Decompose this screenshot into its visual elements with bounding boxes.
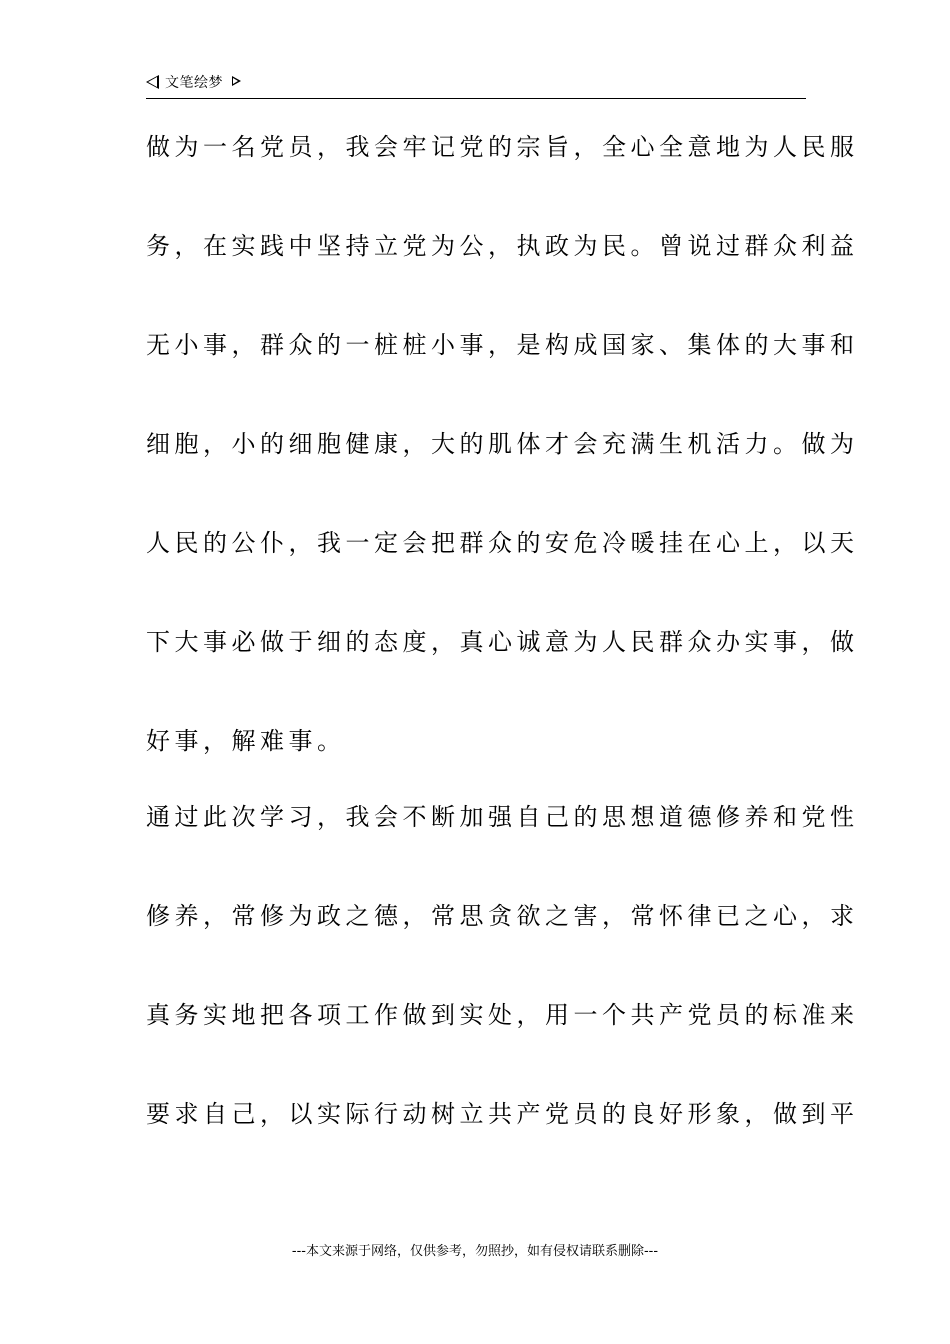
triangle-right-icon xyxy=(232,76,241,86)
body-line-2: 务，在实践中坚持立党为公，执政为民。曾说过群众利益 xyxy=(146,232,859,260)
body-line-1: 做为一名党员，我会牢记党的宗旨，全心全意地为人民服 xyxy=(146,133,859,161)
body-line-7: 好事，解难事。 xyxy=(146,727,346,755)
triangle-left-icon xyxy=(146,75,159,89)
header-title: 文笔绘梦 xyxy=(165,75,223,91)
body-line-11: 要求自己，以实际行动树立共产党员的良好形象，做到平 xyxy=(146,1100,859,1128)
body-line-3: 无小事，群众的一桩桩小事，是构成国家、集体的大事和 xyxy=(146,331,859,359)
body-line-8: 通过此次学习，我会不断加强自己的思想道德修养和党性 xyxy=(146,803,859,831)
body-line-9: 修养，常修为政之德，常思贪欲之害，常怀律已之心，求 xyxy=(146,902,859,930)
body-line-4: 细胞，小的细胞健康，大的肌体才会充满生机活力。做为 xyxy=(146,430,859,458)
document-body xyxy=(146,98,859,1164)
page-header xyxy=(146,72,806,99)
body-line-10: 真务实地把各项工作做到实处，用一个共产党员的标准来 xyxy=(146,1001,859,1029)
page-footer: ---本文来源于网络，仅供参考，勿照抄，如有侵权请联系删除--- xyxy=(291,1244,659,1259)
body-line-6: 下大事必做于细的态度，真心诚意为人民群众办实事，做 xyxy=(146,628,859,656)
body-line-5: 人民的公仆，我一定会把群众的安危冷暖挂在心上，以天 xyxy=(146,529,859,557)
